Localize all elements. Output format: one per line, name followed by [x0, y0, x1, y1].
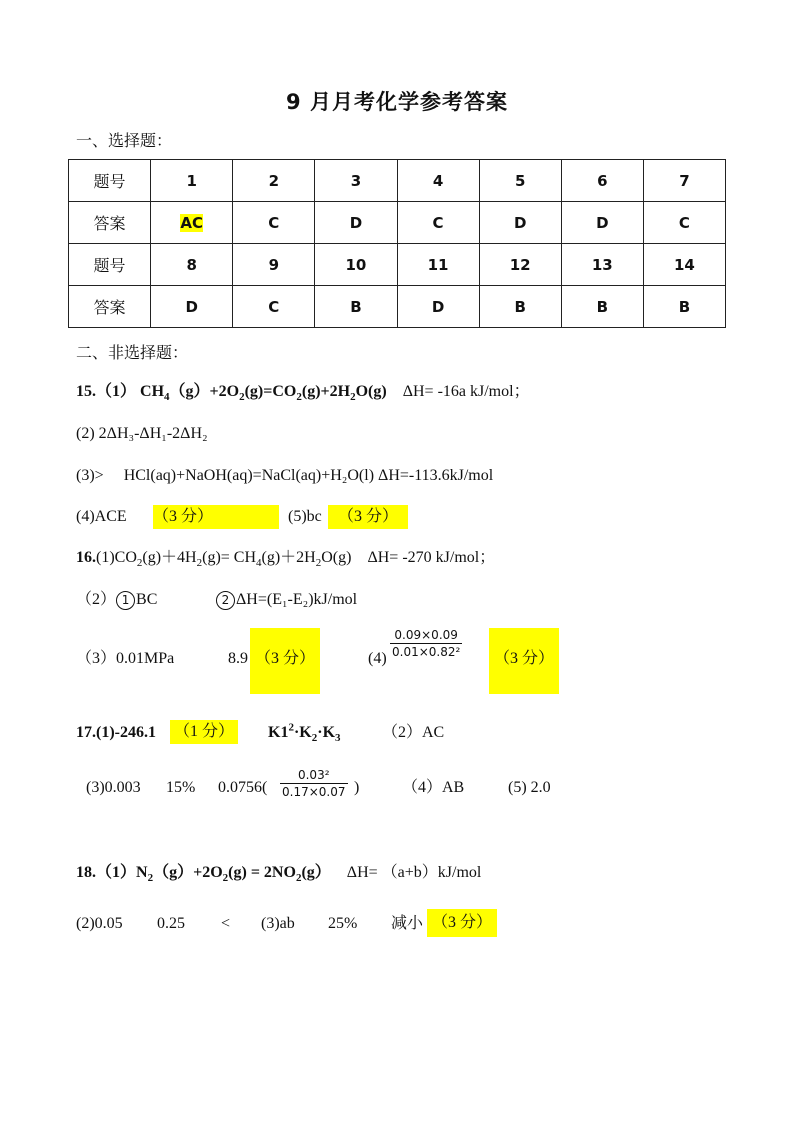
table-cell: 4	[397, 160, 479, 202]
circled-number-2: 2	[216, 591, 235, 610]
q15-3-answer: (3)>	[76, 467, 104, 484]
answer-table	[68, 159, 726, 328]
highlighted-answer: AC	[180, 213, 203, 232]
table-cell: 1	[151, 160, 233, 202]
table-cell: 3	[315, 160, 397, 202]
table-cell: 7	[643, 160, 725, 202]
table-cell: B	[479, 286, 561, 328]
q16-3-value: 8.9	[228, 650, 248, 667]
table-cell: D	[315, 202, 397, 244]
q18-enthalpy: ΔH= （a+b）kJ/mol	[346, 864, 482, 881]
q16-label: 16.	[76, 549, 96, 566]
table-cell: C	[233, 286, 315, 328]
q18-2-value: 0.25	[157, 915, 185, 932]
section-heading-nonchoice: 二、非选择题：	[76, 343, 189, 362]
q18-label: 18.（1）	[76, 864, 137, 881]
score-box	[250, 628, 320, 694]
q16-4-label: (4)	[368, 650, 387, 667]
table-cell: D	[479, 202, 561, 244]
q17-5-answer: (5) 2.0	[508, 779, 551, 796]
table-cell: 题号	[69, 160, 151, 202]
table-cell: B	[643, 286, 725, 328]
table-cell: 8	[151, 244, 233, 286]
fraction-denominator: 0.01×0.82²	[392, 645, 461, 659]
table-row	[69, 286, 726, 328]
table-cell: D	[397, 286, 479, 328]
score-box	[328, 505, 408, 529]
fraction-denominator: 0.17×0.07	[282, 785, 346, 799]
score-text: （3 分）	[254, 650, 315, 667]
q15-line2: (2) 2ΔH₃-ΔH₁-2ΔH₂	[76, 425, 208, 442]
score-text: （3 分）	[493, 650, 554, 667]
score-box	[170, 720, 238, 744]
table-cell: D	[151, 286, 233, 328]
q15-4-answer: (4)ACE	[76, 508, 127, 525]
table-cell: 9	[233, 244, 315, 286]
q18-3-trend: 减小	[391, 915, 424, 932]
q16-4-fraction	[390, 628, 462, 659]
score-text: （1 分）	[173, 723, 234, 740]
q15-line3	[76, 466, 493, 486]
table-cell: 10	[315, 244, 397, 286]
table-cell: C	[643, 202, 725, 244]
table-cell: 6	[561, 160, 643, 202]
section-heading-choice: 一、选择题：	[76, 131, 173, 150]
q16-enthalpy: ΔH= -270 kJ/mol；	[367, 549, 496, 566]
q18-equation: $N_2(g)+2O_2(g) = 2NO_2(g)$	[136, 864, 331, 885]
page-title: 9 月月考化学参考答案	[286, 90, 508, 114]
q17-3-answer: (3)0.003	[86, 779, 141, 796]
table-row	[69, 244, 726, 286]
q16-3-answer: （3）0.01MPa	[76, 650, 175, 667]
q16-line1	[76, 548, 495, 568]
q15-equation: $CH_4(g)+2O_2(g)=CO_2(g)+2H_2O(g)$	[140, 383, 387, 404]
q17-4-answer: （4）AB	[402, 779, 465, 796]
q15-5-answer: (5)bc	[288, 508, 322, 525]
score-box	[153, 505, 279, 529]
q16-line2	[76, 590, 157, 610]
table-cell: C	[233, 202, 315, 244]
q18-2-compare: <	[221, 915, 231, 932]
q15-line4	[76, 507, 127, 527]
table-cell: 12	[479, 244, 561, 286]
table-cell: B	[561, 286, 643, 328]
score-box	[427, 909, 497, 937]
table-cell: 答案	[69, 202, 151, 244]
q18-3-percent: 25%	[328, 915, 358, 932]
q16-equation: $(1)CO_2(g)+4H_2(g)= CH_4(g)+2H_2O(g)$	[96, 549, 352, 570]
table-cell: 题号	[69, 244, 151, 286]
q18-2-answer: (2)0.05	[76, 915, 123, 932]
score-box	[489, 628, 559, 694]
q18-line1	[76, 863, 481, 883]
table-row	[69, 202, 726, 244]
table-cell	[151, 202, 233, 244]
q17-1-answer: 17.(1)-246.1	[76, 724, 156, 741]
q17-fraction	[280, 768, 348, 799]
q17-3-percent: 15%	[166, 779, 196, 796]
table-cell: 答案	[69, 286, 151, 328]
q17-close-paren: )	[354, 779, 360, 796]
score-text: （3 分）	[431, 914, 492, 931]
table-cell: 13	[561, 244, 643, 286]
q16-2-enthalpy: ΔH=(E₁-E₂)kJ/mol	[236, 591, 358, 608]
q15-line1	[76, 382, 530, 402]
q15-label: 15.（1）	[76, 383, 137, 400]
q15-3-equation: HCl(aq)+NaOH(aq)=NaCl(aq)+H₂O(l) ΔH=-113.6kJ/mol	[123, 467, 494, 484]
table-cell: C	[397, 202, 479, 244]
q17-2-answer: （2）AC	[382, 724, 445, 741]
table-row	[69, 160, 726, 202]
q15-enthalpy: ΔH= -16a kJ/mol；	[402, 383, 530, 400]
score-text: （3 分）	[337, 508, 398, 525]
table-cell: 11	[397, 244, 479, 286]
table-cell: 5	[479, 160, 561, 202]
q16-2-label: （2）	[76, 591, 117, 608]
fraction-numerator: 0.03²	[280, 768, 348, 784]
table-cell: D	[561, 202, 643, 244]
table-cell: 14	[643, 244, 725, 286]
q16-line2-part2	[216, 590, 357, 610]
fraction-numerator: 0.09×0.09	[390, 628, 462, 644]
q17-1-k: $K1^2\cdot K_2\cdot K_3$	[268, 721, 341, 745]
q17-3-k: 0.0756(	[218, 779, 268, 796]
table-cell: B	[315, 286, 397, 328]
table-cell: 2	[233, 160, 315, 202]
circled-number-1: 1	[116, 591, 135, 610]
q18-3-answer: (3)ab	[261, 915, 295, 932]
q16-2-answer: BC	[136, 591, 158, 608]
score-text: （3 分）	[153, 508, 214, 525]
